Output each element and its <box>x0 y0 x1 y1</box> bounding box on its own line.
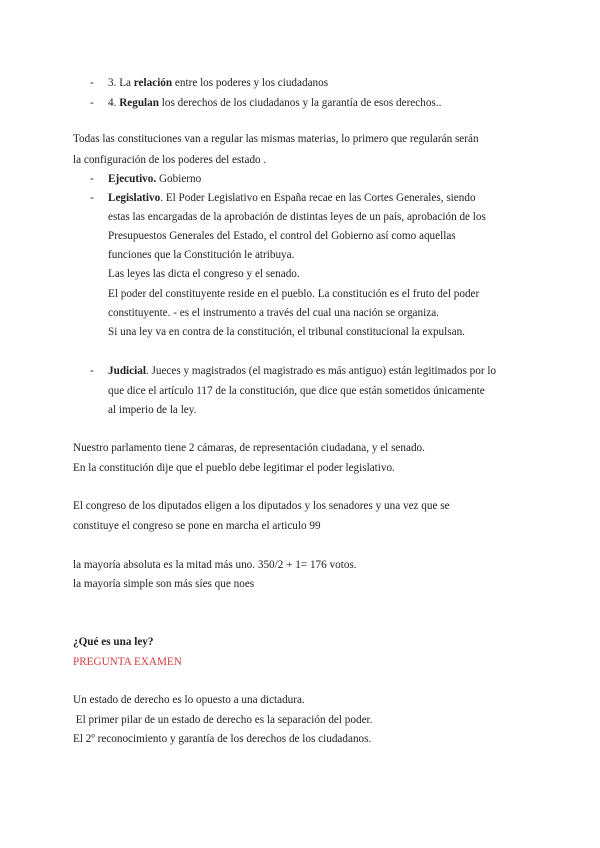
legislativo-line: constituyente. - es el instrumento a través del cual una nación se organiza. <box>108 307 439 319</box>
power-legislativo: Legislativo. El Poder Legislativo en España recae en las Cortes Generales, siendo <box>108 192 476 204</box>
judicial-line: que dice el artículo 117 de la constitución, que dice que están sometidos únicamente <box>108 385 485 397</box>
legislativo-line: funciones que la Constitución le atribuya. <box>108 249 295 261</box>
exam-label: PREGUNTA EXAMEN <box>73 656 182 668</box>
judicial-line: al imperio de la ley. <box>108 404 197 416</box>
section-heading: ¿Qué es una ley? <box>73 636 154 648</box>
list-dash: - <box>90 365 94 377</box>
list-dash: - <box>90 77 94 89</box>
paragraph-line: constituye el congreso se pone en marcha el articulo 99 <box>73 520 321 532</box>
legislativo-line: El poder del constituyente reside en el pueblo. La constitución es el fruto del poder <box>108 288 480 300</box>
legislativo-line: estas las encargadas de la aprobación de distintas leyes de un país, aprobación de los <box>108 211 486 223</box>
legislativo-line: Las leyes las dicta el congreso y el senado. <box>108 268 300 280</box>
intro-line-2: la configuración de los poderes del estado . <box>73 154 267 166</box>
legislativo-line: Presupuestos Generales del Estado, el control del Gobierno así como aquellas <box>108 230 456 242</box>
paragraph-line: Nuestro parlamento tiene 2 cámaras, de representación ciudadana, y el senado. <box>73 442 425 454</box>
power-ejecutivo: Ejecutivo. Gobierno <box>108 173 202 185</box>
paragraph-line: El primer pilar de un estado de derecho es la separación del poder. <box>73 714 373 726</box>
paragraph-line: la mayoría absoluta es la mitad más uno. 350/2 + 1= 176 votos. <box>73 559 357 571</box>
paragraph-line: El congreso de los diputados eligen a los diputados y los senadores y una vez que se <box>73 500 450 512</box>
paragraph-line: El 2º reconocimiento y garantía de los derechos de los ciudadanos. <box>73 733 372 745</box>
paragraph-line: Un estado de derecho es lo opuesto a una dictadura. <box>73 694 305 706</box>
power-judicial: Judicial. Jueces y magistrados (el magistrado es más antiguo) están legitimados por lo <box>108 365 497 377</box>
intro-line-1: Todas las constituciones van a regular las mismas materias, lo primero que regularán serán <box>73 133 479 145</box>
list-dash: - <box>90 173 94 185</box>
list-item-relacion: 3. La relación entre los poderes y los ciudadanos <box>108 77 329 89</box>
list-item-regulan: 4. Regulan los derechos de los ciudadanos y la garantía de esos derechos.. <box>108 97 442 109</box>
list-dash: - <box>90 97 94 109</box>
paragraph-line: la mayoría simple son más síes que noes <box>73 578 255 590</box>
legislativo-line: Si una ley va en contra de la constitución, el tribunal constitucional la expulsan. <box>108 326 465 338</box>
list-dash: - <box>90 192 94 204</box>
paragraph-line: En la constitución dije que el pueblo debe legitimar el poder legislativo. <box>73 462 395 474</box>
